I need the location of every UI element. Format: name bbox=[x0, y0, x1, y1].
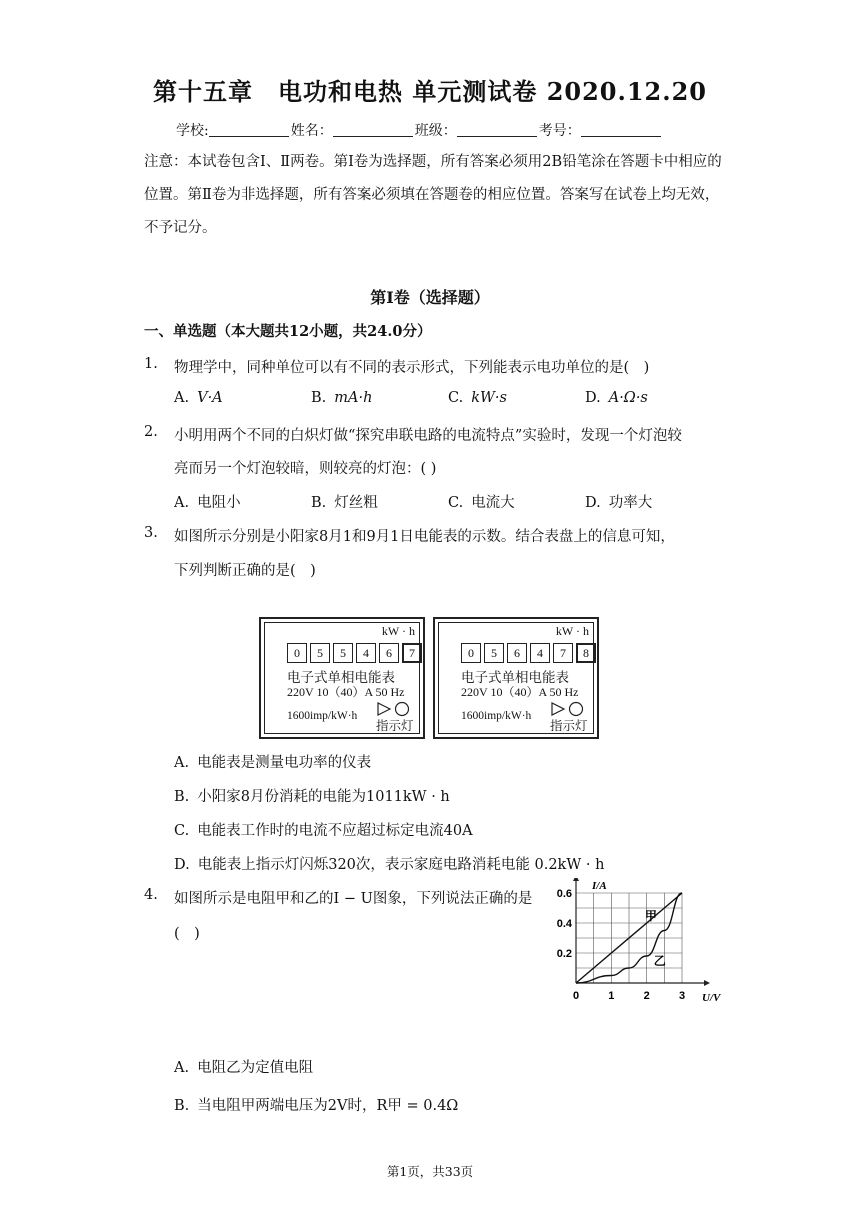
student-info-row bbox=[176, 120, 663, 140]
school-label: 学校: bbox=[176, 123, 209, 139]
y-axis-arrow bbox=[573, 878, 579, 881]
q1-option-a: A. V·A bbox=[174, 390, 223, 406]
section-title: 第Ⅰ卷（选择题） bbox=[370, 288, 490, 307]
q1-number: 1. bbox=[144, 356, 158, 372]
notice-paragraph: 注意：本试卷包含Ⅰ、Ⅱ两卷。第Ⅰ卷为选择题，所有答案必须用2B铅笔涂在答题卡中相应的位置。第Ⅱ卷为非选择题，所有答案必须填在答题卷的相应位置。答案写在试卷上均无效，不予记分。 bbox=[144, 154, 722, 236]
x-axis-label: U/V bbox=[702, 992, 721, 1004]
meter-sep-1 bbox=[433, 617, 599, 739]
meter-digit: 4 bbox=[530, 643, 550, 663]
meter-digits bbox=[287, 643, 425, 663]
q2-text-line2: 亮而另一个灯泡较暗，则较亮的灯泡：( ) bbox=[174, 461, 437, 477]
q4-option-b: B. 当电阻甲两端电压为2V时，R甲 = 0.4Ω bbox=[174, 1098, 459, 1114]
meter-digit: 5 bbox=[310, 643, 330, 663]
indicator-light-icon bbox=[376, 697, 422, 731]
q3-option-d: D. 电能表上指示灯闪烁320次，表示家庭电路消耗电能 0.2kW · h bbox=[174, 857, 605, 873]
name-label: 姓名： bbox=[290, 123, 333, 139]
meter-digit: 7 bbox=[553, 643, 573, 663]
indicator-light-icon bbox=[550, 697, 596, 731]
q4-number: 4. bbox=[144, 887, 158, 903]
series-label-yi: 乙 bbox=[653, 954, 666, 968]
q1-text: 物理学中，同种单位可以有不同的表示形式，下列能表示电功单位的是( ) bbox=[174, 360, 650, 376]
meter-name: 电子式单相电能表 bbox=[287, 670, 395, 686]
name-blank bbox=[333, 122, 413, 137]
y-tick-label: 0.6 bbox=[556, 888, 572, 900]
iu-chart bbox=[556, 878, 726, 1008]
q1-option-c: C. kW·s bbox=[448, 390, 507, 406]
q2-option-b: B. 灯丝粗 bbox=[311, 495, 378, 511]
school-blank bbox=[209, 122, 289, 137]
q2-option-a: A. 电阻小 bbox=[174, 495, 241, 511]
meter-unit: kW · h bbox=[555, 624, 589, 638]
class-label: 班级： bbox=[414, 123, 457, 139]
q3-option-b: B. 小阳家8月份消耗的电能为1011kW · h bbox=[174, 789, 450, 805]
meter-aug-1 bbox=[259, 617, 425, 739]
meter-digit: 5 bbox=[333, 643, 353, 663]
meter-digit: 6 bbox=[507, 643, 527, 663]
q3-number: 3. bbox=[144, 525, 158, 541]
meter-name: 电子式单相电能表 bbox=[461, 670, 569, 686]
meter-digits bbox=[461, 643, 599, 663]
x-tick-label: 1 bbox=[608, 990, 615, 1002]
q3-option-c: C. 电能表工作时的电流不应超过标定电流40A bbox=[174, 823, 473, 839]
page-title: 第十五章 电功和电热 单元测试卷 2020.12.20 bbox=[152, 77, 707, 106]
y-tick-label: 0.4 bbox=[556, 918, 572, 930]
meter-spec: 220V 10（40）A 50 Hz bbox=[461, 685, 579, 699]
q2-number: 2. bbox=[144, 424, 158, 440]
q1-option-b: B. mA·h bbox=[311, 390, 373, 406]
q2-text-line1: 小明用两个不同的白炽灯做“探究串联电路的电流特点”实验时，发现一个灯泡较 bbox=[174, 428, 682, 444]
meter-digit: 6 bbox=[379, 643, 399, 663]
meter-unit: kW · h bbox=[381, 624, 415, 638]
indicator-label: 指示灯 bbox=[550, 718, 588, 733]
part-heading: 一、单选题（本大题共12小题，共24.0分） bbox=[144, 323, 432, 340]
series-label-jia: 甲 bbox=[644, 909, 657, 923]
meter-imp: 1600imp/kW·h bbox=[287, 710, 358, 722]
q3-option-a: A. 电能表是测量电功率的仪表 bbox=[174, 755, 372, 771]
meter-digit: 0 bbox=[461, 643, 481, 663]
y-tick-label: 0.2 bbox=[556, 948, 572, 960]
x-axis-arrow bbox=[704, 980, 710, 986]
exam-no-blank bbox=[581, 122, 661, 137]
class-blank bbox=[457, 122, 537, 137]
meter-imp: 1600imp/kW·h bbox=[461, 710, 532, 722]
meter-digit-decimal: 8 bbox=[576, 643, 596, 663]
q2-option-c: C. 电流大 bbox=[448, 495, 515, 511]
meter-digit: 0 bbox=[287, 643, 307, 663]
q1-option-d: D. A·Ω·s bbox=[585, 390, 648, 406]
page-footer: 第1页，共33页 bbox=[386, 1164, 474, 1179]
q4-text-line1: 如图所示是电阻甲和乙的I − U图象，下列说法正确的是 bbox=[174, 891, 533, 907]
meter-digit: 4 bbox=[356, 643, 376, 663]
x-tick-label: 2 bbox=[643, 990, 650, 1002]
y-axis-label: I/A bbox=[592, 880, 607, 892]
meter-digit: 5 bbox=[484, 643, 504, 663]
q3-text-line2: 下列判断正确的是( ) bbox=[174, 563, 316, 579]
exam-no-label: 考号： bbox=[538, 123, 581, 139]
meter-spec: 220V 10（40）A 50 Hz bbox=[287, 685, 405, 699]
q4-text-line2: ( ) bbox=[174, 926, 200, 942]
x-tick-label: 3 bbox=[678, 990, 686, 1002]
x-tick-label: 0 bbox=[572, 990, 580, 1002]
indicator-label: 指示灯 bbox=[376, 718, 414, 733]
q2-option-d: D. 功率大 bbox=[585, 495, 653, 511]
q3-text-line1: 如图所示分别是小阳家8月1和9月1日电能表的示数。结合表盘上的信息可知， bbox=[174, 529, 675, 545]
meter-digit-decimal: 7 bbox=[402, 643, 422, 663]
q4-option-a: A. 电阻乙为定值电阻 bbox=[174, 1060, 314, 1076]
